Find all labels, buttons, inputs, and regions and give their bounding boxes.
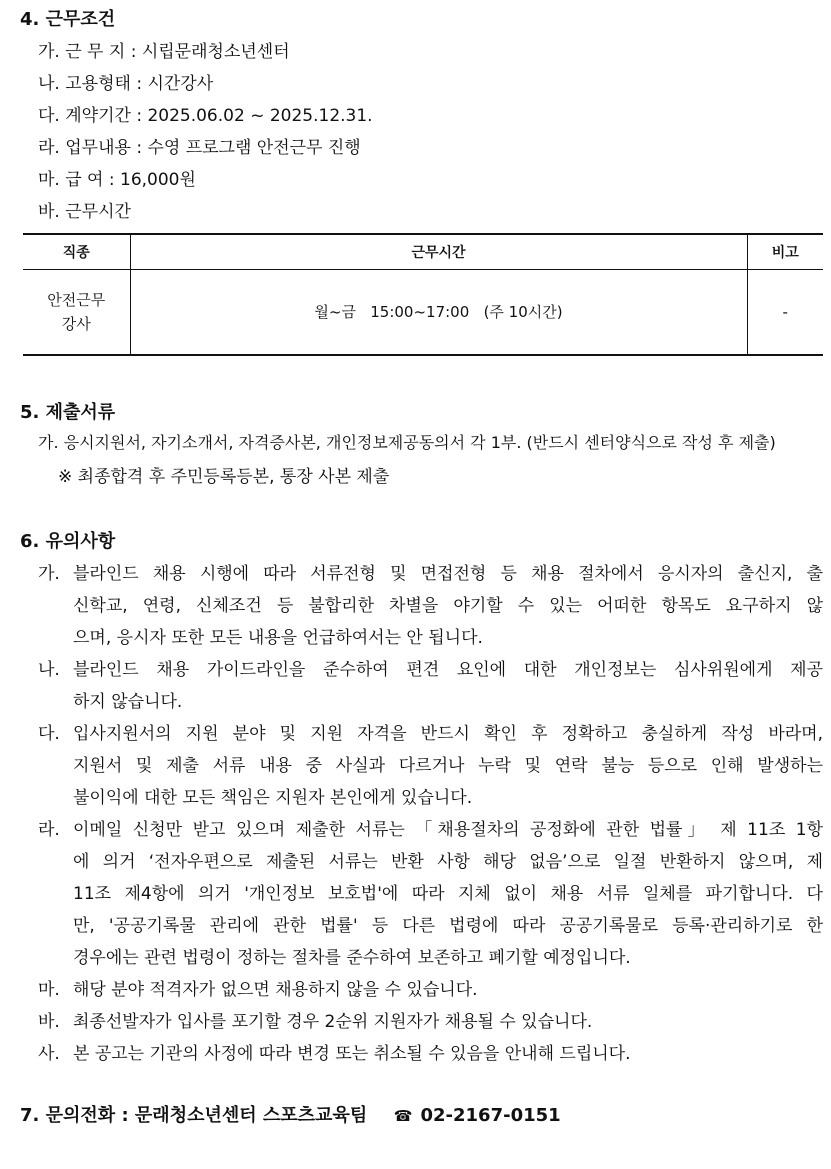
notice-c-line-1: 입사지원서의 지원 분야 및 지원 자격을 반드시 확인 후 정확하고 충실하게 작성 바라며, bbox=[73, 724, 823, 744]
notice-f-marker: 바. bbox=[38, 1012, 60, 1032]
notice-c-line-3: 불이익에 대한 모든 책임은 지원자 본인에게 있습니다. bbox=[73, 788, 473, 808]
notice-d-line-3: 11조 제4항에 의거 '개인정보 보호법'에 따라 지체 없이 채용 서류 일체를 파기합니다. 다 bbox=[73, 884, 823, 904]
notice-c-line-2: 지원서 및 제출 서류 내용 중 사실과 다르거나 누락 및 연락 불능 등으로 인해 발생하는 bbox=[73, 756, 823, 776]
notice-e-marker: 마. bbox=[38, 980, 60, 1000]
documents-note: ※ 최종합격 후 주민등록등본, 통장 사본 제출 bbox=[58, 467, 390, 487]
contact-label: 7. 문의전화 : 문래청소년센터 스포츠교육팀 bbox=[20, 1105, 368, 1126]
contact-phone: 02-2167-0151 bbox=[420, 1105, 561, 1126]
work-hours-label: 바. 근무시간 bbox=[38, 202, 131, 222]
cell-job bbox=[23, 270, 130, 356]
table-row bbox=[23, 270, 823, 356]
notice-a-marker: 가. bbox=[38, 564, 60, 584]
cell-job-line1: 안전근무 bbox=[47, 291, 106, 309]
notice-c-marker: 다. bbox=[38, 724, 60, 744]
cell-job-line2: 강사 bbox=[61, 315, 91, 333]
notice-g-line-1: 본 공고는 기관의 사정에 따라 변경 또는 취소될 수 있음을 안내해 드립니다. bbox=[73, 1044, 631, 1064]
section-6-title: 6. 유의사항 bbox=[20, 531, 116, 552]
header-job: 직종 bbox=[23, 234, 130, 270]
duties-line: 라. 업무내용 : 수영 프로그램 안전근무 진행 bbox=[38, 138, 361, 158]
section-7-contact bbox=[20, 1101, 561, 1127]
header-hours: 근무시간 bbox=[130, 234, 747, 270]
work-hours-table bbox=[23, 233, 823, 356]
pay-line: 마. 급 여 : 16,000원 bbox=[38, 170, 196, 190]
workplace-line: 가. 근 무 지 : 시립문래청소년센터 bbox=[38, 42, 290, 62]
employment-type-line: 나. 고용형태 : 시간강사 bbox=[38, 74, 214, 94]
notice-b-line-1: 블라인드 채용 가이드라인을 준수하여 편견 요인에 대한 개인정보는 심사위원에게 제공 bbox=[73, 660, 823, 680]
notice-d-line-1: 이메일 신청만 받고 있으며 제출한 서류는 「채용절차의 공정화에 관한 법률」 제 11조 1항 bbox=[73, 820, 823, 840]
notice-g-marker: 사. bbox=[38, 1044, 60, 1064]
notice-e-line-1: 해당 분야 적격자가 없으면 채용하지 않을 수 있습니다. bbox=[73, 980, 478, 1000]
contract-period-line: 다. 계약기간 : 2025.06.02 ~ 2025.12.31. bbox=[38, 106, 373, 126]
notice-f-line-1: 최종선발자가 입사를 포기할 경우 2순위 지원자가 채용될 수 있습니다. bbox=[73, 1012, 593, 1032]
notice-a-line-2: 신학교, 연령, 신체조건 등 불합리한 차별을 야기할 수 있는 어떠한 항목도 요구하지 않 bbox=[73, 596, 823, 616]
table-header-row bbox=[23, 234, 823, 270]
cell-hours: 월~금 15:00~17:00 (주 10시간) bbox=[130, 270, 747, 356]
notice-b-marker: 나. bbox=[38, 660, 60, 680]
notice-d-line-2: 에 의거 ‘전자우편으로 제출된 서류는 반환 사항 해당 없음’으로 일절 반환하지 않으며, 제 bbox=[73, 852, 823, 872]
notice-d-line-5: 경우에는 관련 법령이 정하는 절차를 준수하여 보존하고 폐기할 예정입니다. bbox=[73, 948, 631, 968]
notice-a-line-3: 으며, 응시자 또한 모든 내용을 언급하여서는 안 됩니다. bbox=[73, 628, 483, 648]
section-5-title: 5. 제출서류 bbox=[20, 402, 116, 423]
notice-a-line-1: 블라인드 채용 시행에 따라 서류전형 및 면접전형 등 채용 절차에서 응시자의 출신지, 출 bbox=[73, 564, 823, 584]
documents-line: 가. 응시지원서, 자기소개서, 자격증사본, 개인정보제공동의서 각 1부. (반드시 센터양식으로 작성 후 제출) bbox=[38, 433, 776, 452]
cell-note: - bbox=[747, 270, 823, 356]
notice-b-line-2: 하지 않습니다. bbox=[73, 692, 183, 712]
notice-d-line-4: 만, '공공기록물 관리에 관한 법률' 등 다른 법령에 따라 공공기록물로 등록·관리하기로 한 bbox=[73, 916, 823, 936]
notice-d-marker: 라. bbox=[38, 820, 60, 840]
telephone-icon: ☎ bbox=[393, 1107, 413, 1125]
section-4-title: 4. 근무조건 bbox=[20, 9, 116, 30]
header-note: 비고 bbox=[747, 234, 823, 270]
